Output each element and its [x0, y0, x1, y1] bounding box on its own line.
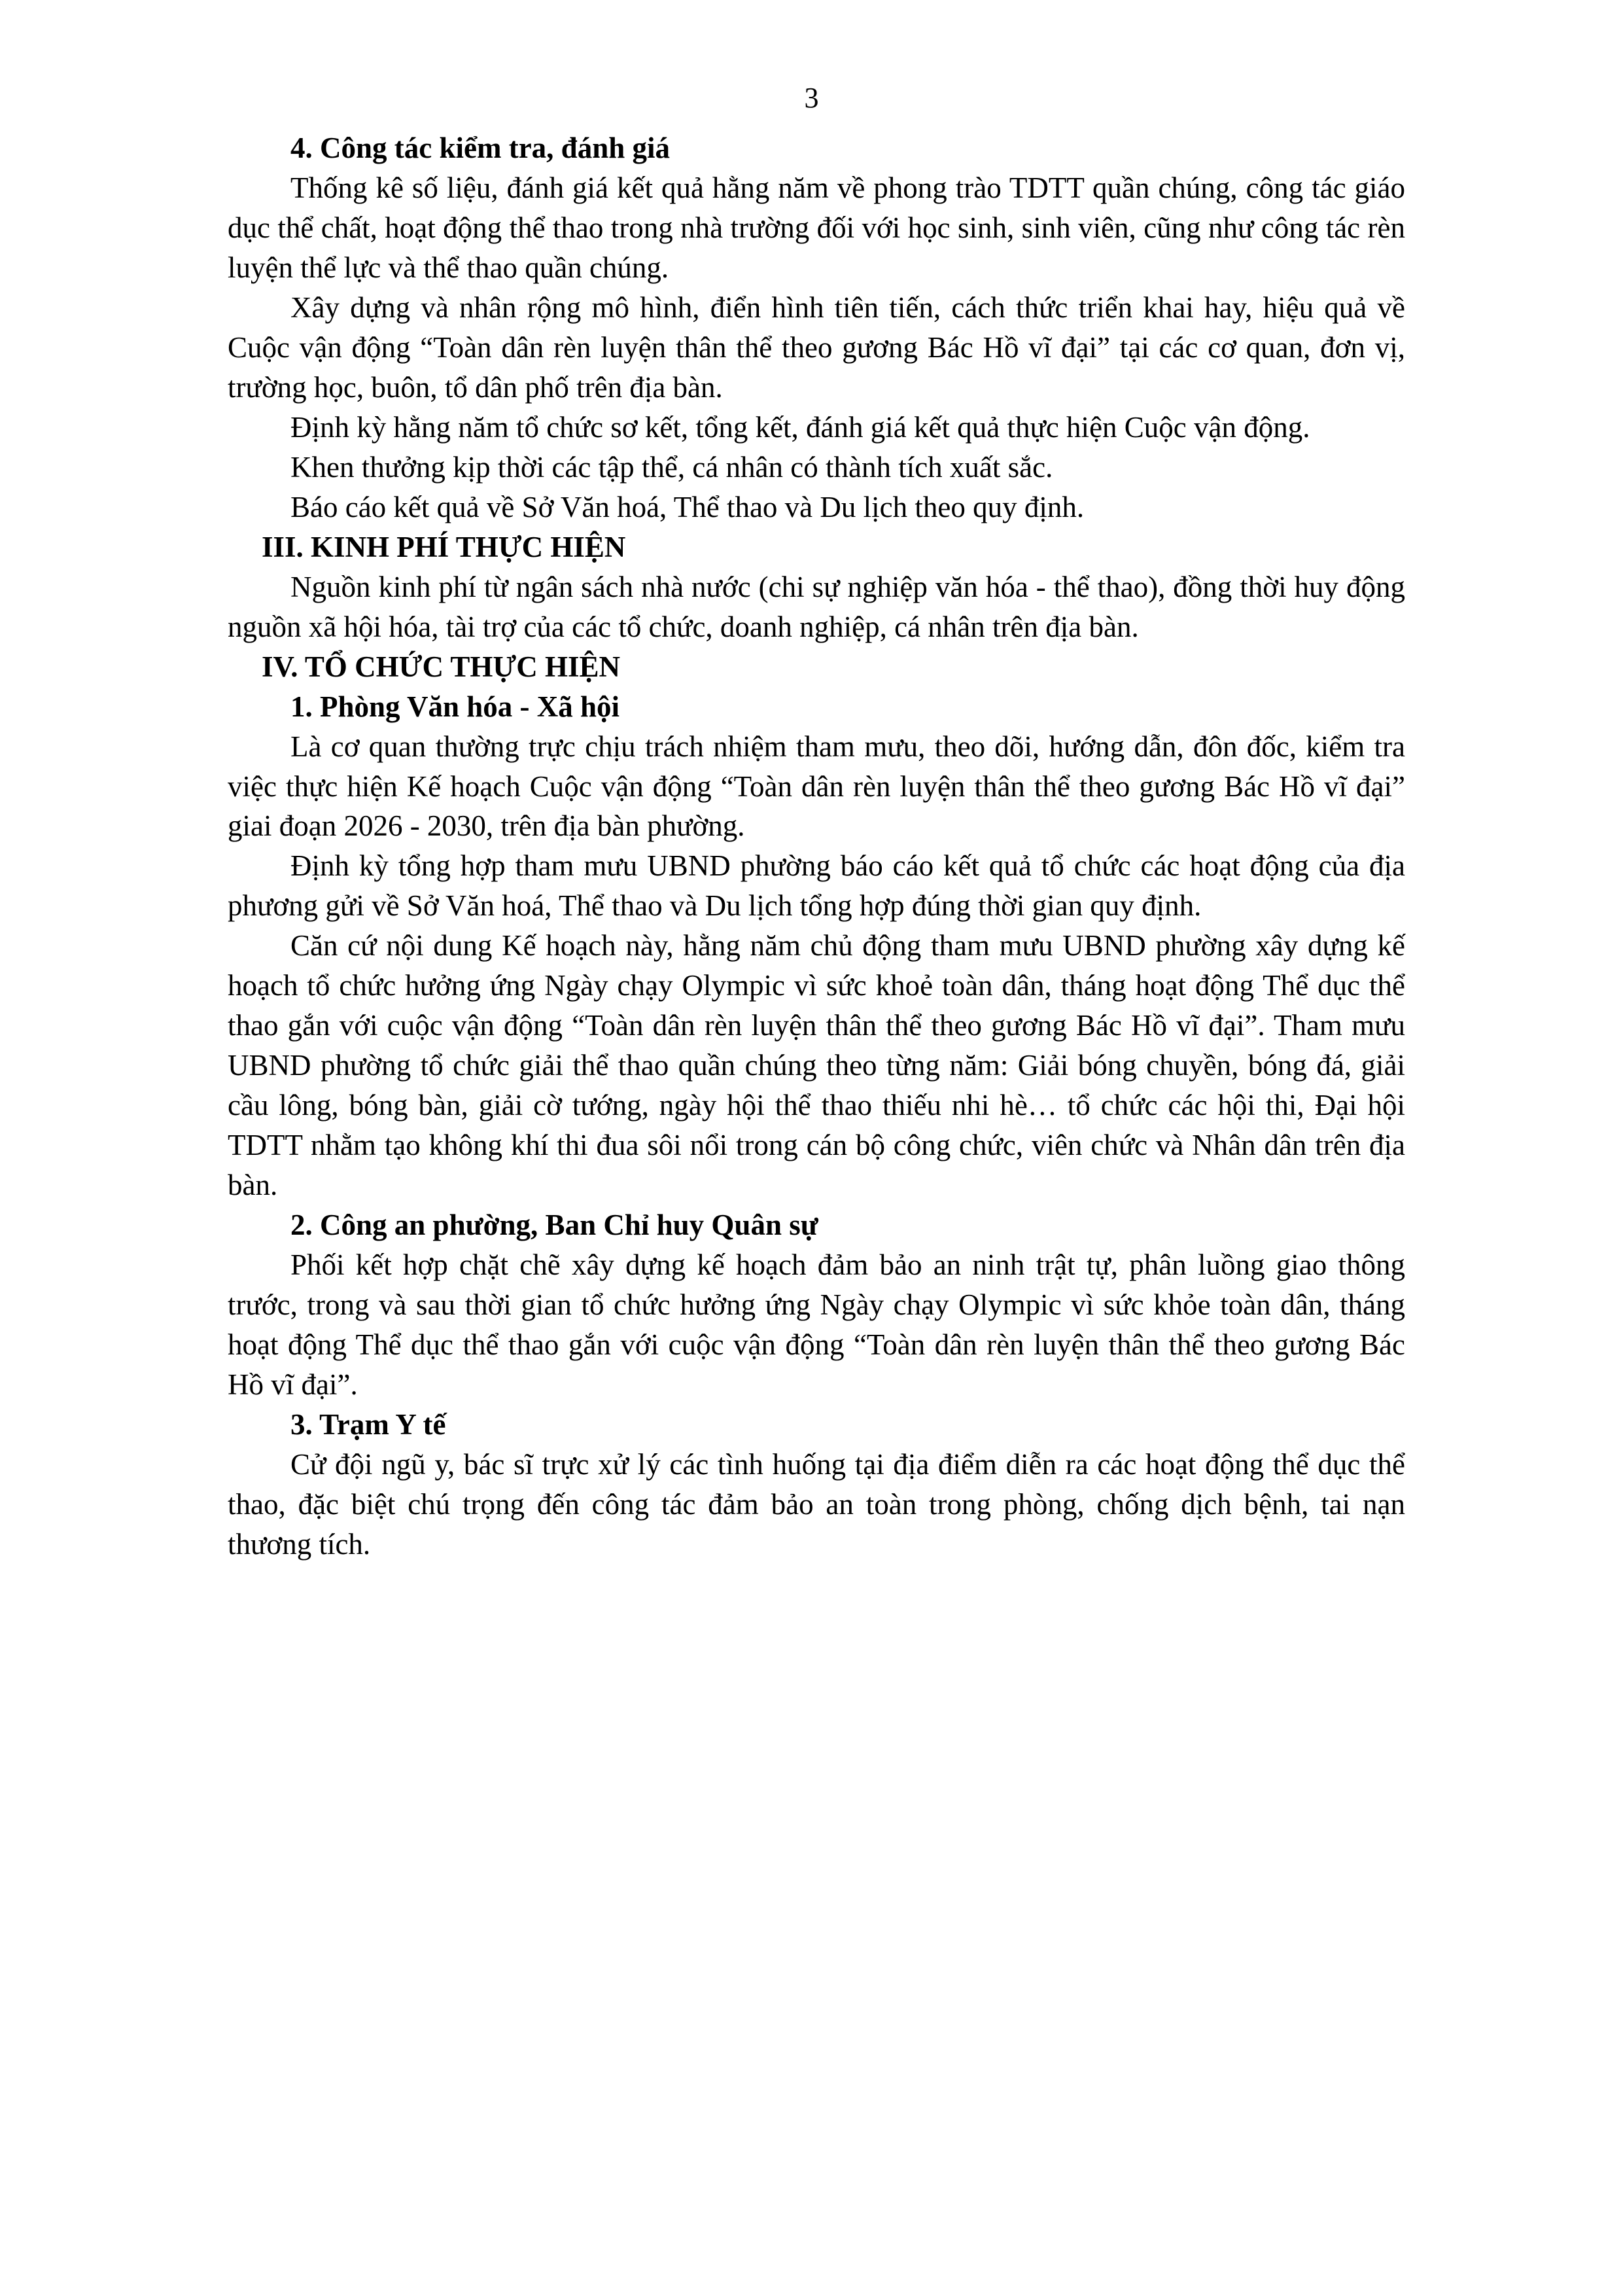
heading-2-cong-an-phuong-ban-chi-huy-quan-su: 2. Công an phường, Ban Chỉ huy Quân sự: [290, 1209, 818, 1242]
paragraph-khen-thuong-kip-thoi: Khen thưởng kịp thời các tập thể, cá nhân có thành tích xuất sắc.: [290, 450, 1053, 484]
heading-4-cong-tac-kiem-tra-danh-gia: 4. Công tác kiểm tra, đánh giá: [290, 132, 671, 164]
document-body: [228, 128, 1405, 1564]
paragraph-dinh-ky-tong-hop-tham-muu: Định kỳ tổng hợp tham mưu UBND phường báo cáo kết quả tổ chức các hoạt động của địa phương gửi về Sở Văn hoá, Thể thao và Du lịch tổng hợp đúng thời gian quy định.: [228, 849, 1405, 923]
paragraph-bao-cao-ket-qua: Báo cáo kết quả về Sở Văn hoá, Thể thao và Du lịch theo quy định.: [290, 490, 1085, 523]
paragraph-dinh-ky-hang-nam-to-chuc-so-ket: Định kỳ hằng năm tổ chức sơ kết, tổng kết, đánh giá kết quả thực hiện Cuộc vận động.: [290, 410, 1310, 444]
heading-iv-to-chuc-thuc-hien: IV. TỔ CHỨC THỰC HIỆN: [262, 650, 621, 683]
paragraph-nguon-kinh-phi: Nguồn kinh phí từ ngân sách nhà nước (chi sự nghiệp văn hóa - thể thao), đồng thời huy động nguồn xã hội hóa, tài trợ của các tổ chức, doanh nghiệp, cá nhân trên địa bàn.: [228, 570, 1405, 643]
page-number: 3: [804, 82, 819, 114]
paragraph-can-cu-noi-dung-ke-hoach: Căn cứ nội dung Kế hoạch này, hằng năm chủ động tham mưu UBND phường xây dựng kế hoạch tổ chức hưởng ứng Ngày chạy Olympic vì sức khoẻ toàn dân, tháng hoạt động Thể dục thể thao gắn với cuộc vận động “Toàn dân rèn luyện thân thể theo gương Bác Hồ vĩ đại”. Tham mưu UBND phường tổ chức giải thể thao quần chúng theo từng năm: Giải bóng chuyền, bóng đá, giải cầu lông, bóng bàn, giải cờ tướng, ngày hội thể thao thiếu nhi hè… tổ chức các hội thi, Đại hội TDTT nhằm tạo không khí thi đua sôi nổi trong cán bộ công chức, viên chức và Nhân dân trên địa bàn.: [228, 929, 1405, 1202]
paragraph-xay-dung-va-nhan-rong: Xây dựng và nhân rộng mô hình, điển hình tiên tiến, cách thức triển khai hay, hiệu quả về Cuộc vận động “Toàn dân rèn luyện thân thể theo gương Bác Hồ vĩ đại” tại các cơ quan, đơn vị, trường học, buôn, tổ dân phố trên địa bàn.: [228, 291, 1405, 404]
heading-iii-kinh-phi-thuc-hien: III. KINH PHÍ THỰC HIỆN: [262, 530, 626, 563]
paragraph-la-co-quan-thuong-truc: Là cơ quan thường trực chịu trách nhiệm tham mưu, theo dõi, hướng dẫn, đôn đốc, kiểm tra việc thực hiện Kế hoạch Cuộc vận động “Toàn dân rèn luyện thân thể theo gương Bác Hồ vĩ đại” giai đoạn 2026 - 2030, trên địa bàn phường.: [228, 730, 1405, 843]
heading-1-phong-van-hoa-xa-hoi: 1. Phòng Văn hóa - Xã hội: [290, 690, 620, 723]
paragraph-cu-doi-ngu-y-bac-si: Cử đội ngũ y, bác sĩ trực xử lý các tình huống tại địa điểm diễn ra các hoạt động thể dục thể thao, đặc biệt chú trọng đến công tác đảm bảo an toàn trong phòng, chống dịch bệnh, tai nạn thương tích.: [228, 1447, 1405, 1561]
paragraph-thong-ke-so-lieu: Thống kê số liệu, đánh giá kết quả hằng năm về phong trào TDTT quần chúng, công tác giáo dục thể chất, hoạt động thể thao trong nhà trường đối với học sinh, sinh viên, cũng như công tác rèn luyện thể lực và thể thao quần chúng.: [228, 171, 1405, 284]
heading-3-tram-y-te: 3. Trạm Y tế: [290, 1408, 446, 1441]
paragraph-phoi-ket-hop-chat-che: Phối kết hợp chặt chẽ xây dựng kế hoạch đảm bảo an ninh trật tự, phân luồng giao thông trước, trong và sau thời gian tổ chức hưởng ứng Ngày chạy Olympic vì sức khỏe toàn dân, tháng hoạt động Thể dục thể thao gắn với cuộc vận động “Toàn dân rèn luyện thân thể theo gương Bác Hồ vĩ đại”.: [228, 1248, 1405, 1402]
